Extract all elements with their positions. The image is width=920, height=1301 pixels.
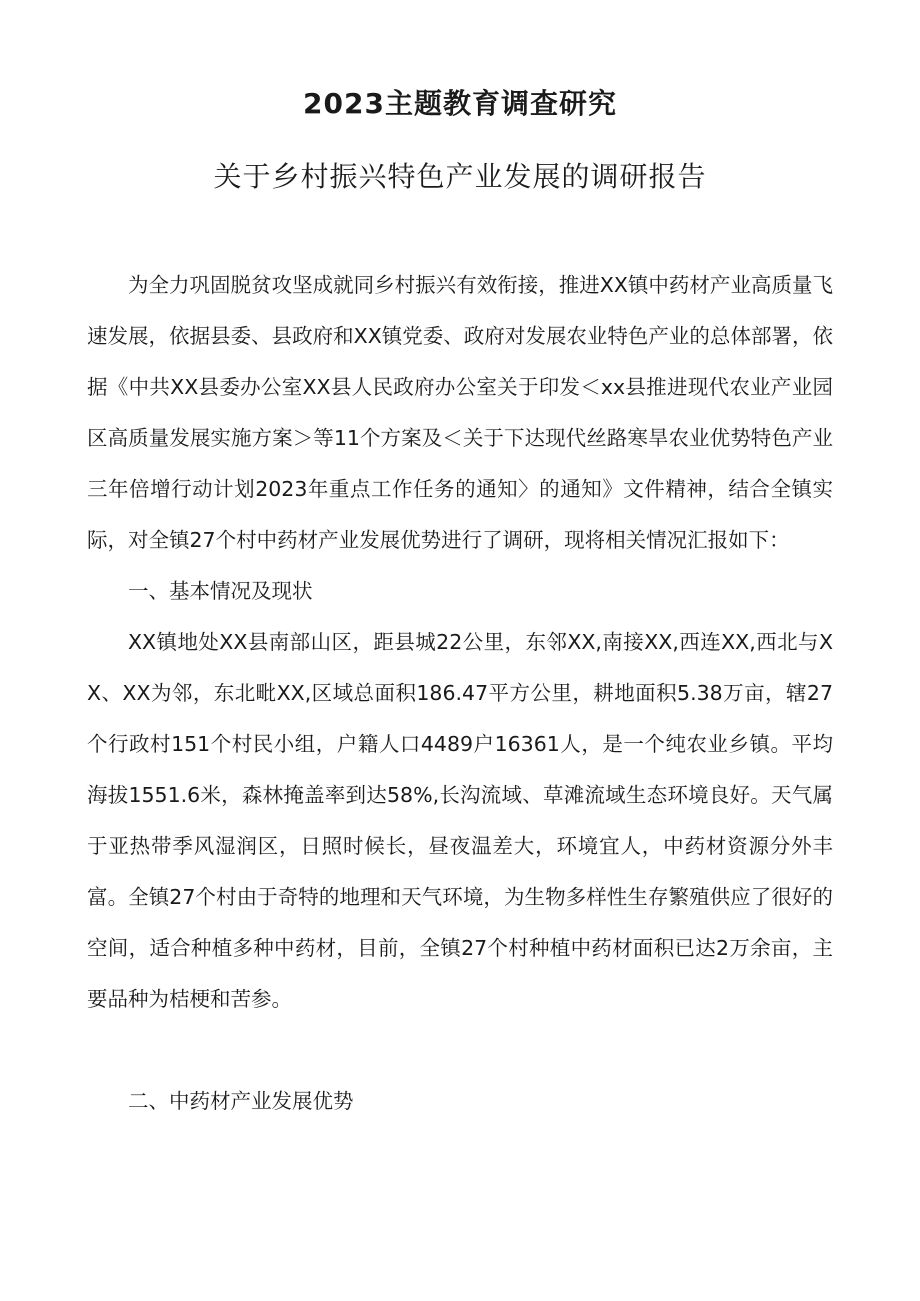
intro-paragraph: 为全力巩固脱贫攻坚成就同乡村振兴有效衔接，推进XX镇中药材产业高质量飞速发展，依据县委、县政府和XX镇党委、政府对发展农业特色产业的总体部署，依据《中共XX县委办公室XX县人民政府办公室关于印发＜xx县推进现代农业产业园区高质量发展实施方案＞等11个方案及＜关于下达现代丝路寒旱农业优势特色产业三年倍增行动计划2023年重点工作任务的通知〉的通知》文件精神，结合全镇实际，对全镇27个村中药材产业发展优势进行了调研，现将相关情况汇报如下：	[87, 273, 833, 552]
document-title-line2: 关于乡村振兴特色产业发展的调研报告	[213, 160, 707, 193]
section1-heading: 一、基本情况及现状	[128, 579, 313, 603]
section2-heading: 二、中药材产业发展优势	[128, 1089, 354, 1113]
section1-paragraph: XX镇地处XX县南部山区，距县城22公里，东邻XX,南接XX,西连XX,西北与XX、XX为邻，东北毗XX,区域总面积186.47平方公里，耕地面积5.38万亩，辖27个行政村151个村民小组，户籍人口4489户16361人，是一个纯农业乡镇。平均海拔1551.6米，森林掩盖率到达58%,长沟流域、草滩流域生态环境良好。天气属于亚热带季风湿润区，日照时候长，昼夜温差大，环境宜人，中药材资源分外丰富。全镇27个村由于奇特的地理和天气环境，为生物多样性生存繁殖供应了很好的空间，适合种植多种中药材，目前，全镇27个村种植中药材面积已达2万余亩，主要品种为桔梗和苦参。	[87, 630, 833, 1011]
document-title-line1: 2023主题教育调查研究	[303, 87, 617, 120]
document-body	[87, 260, 833, 1127]
